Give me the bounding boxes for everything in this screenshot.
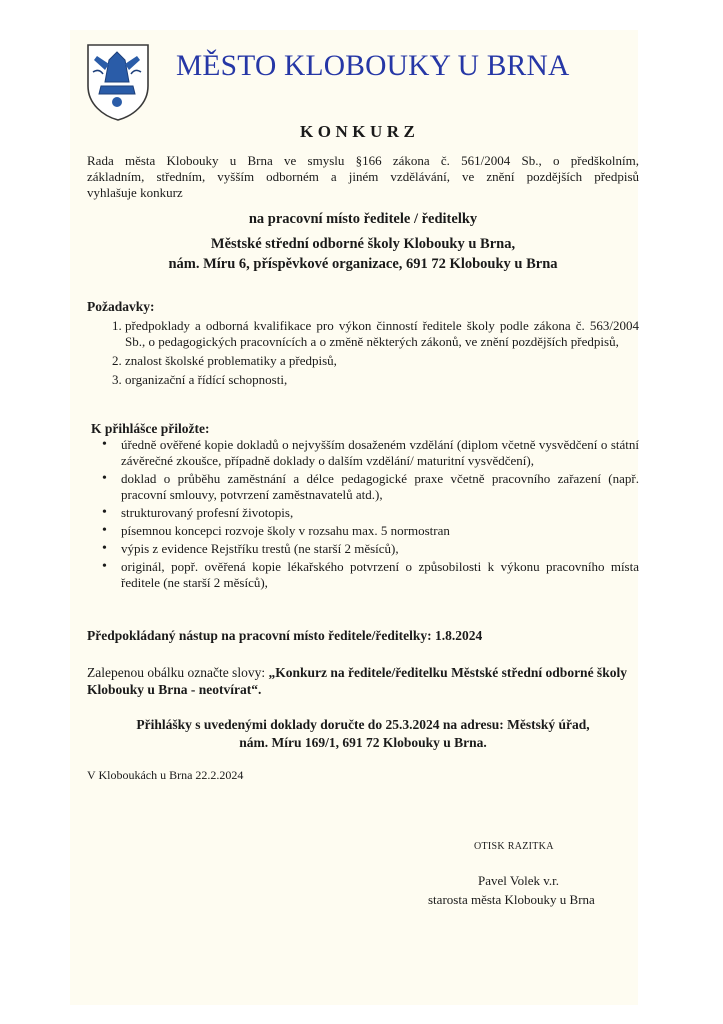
start-date-statement: Předpokládaný nástup na pracovní místo ředitele/ředitelky: 1.8.2024 <box>87 628 483 643</box>
requirement-item: 1. předpoklady a odborná kvalifikace pro výkon činností ředitele školy podle zákona č. 563/2004 Sb., o pedagogických pracovnících a o změně některých zákonů, ve znění pozdějších předpisů, <box>125 318 639 350</box>
deadline-statement <box>70 716 656 752</box>
intro-line: Rada města Klobouky u Brna ve smyslu §166 zákona č. 561/2004 Sb., o předškolním, <box>87 153 639 168</box>
place-and-date: V Kloboukách u Brna 22.2.2024 <box>87 768 244 782</box>
intro-paragraph <box>87 153 639 201</box>
position-heading: na pracovní místo ředitele / ředitelky <box>248 211 478 227</box>
requirements-title: Požadavky: <box>87 299 155 314</box>
intro-line: základním, středním, vyšším odborném a jiném vzdělávání, ve znění pozdějších předpisů <box>87 169 639 184</box>
envelope-instruction <box>87 664 627 698</box>
attachment-item: • písemnou koncepci rozvoje školy v rozsahu max. 5 normostran <box>121 523 639 539</box>
school-name-line-2: nám. Míru 6, příspěvkové organizace, 691 72 Klobouky u Brna <box>168 256 558 272</box>
attachment-item: • výpis z evidence Rejstříku trestů (ne starší 2 měsíců), <box>121 541 639 557</box>
attachment-item: • strukturovaný profesní životopis, <box>121 505 639 521</box>
intro-line: vyhlašuje konkurz <box>87 185 183 200</box>
school-name-line-1: Městské střední odborné školy Klobouky u Brna, <box>210 236 516 252</box>
attachment-item: • originál, popř. ověřená kopie lékařského potvrzení o způsobilosti k výkonu pracovního místa ředitele (ne starší 2 měsíců), <box>121 559 639 591</box>
signatory-name: Pavel Volek v.r. <box>478 873 560 888</box>
deadline-line-1: Přihlášky s uvedenými doklady doručte do 25.3.2024 na adresu: Městský úřad, <box>136 717 590 732</box>
attachment-item: • doklad o průběhu zaměstnání a délce pedagogické praxe včetně pracovního zařazení (např. pracovní smlouvy, potvrzení zaměstnavatelů atd.), <box>121 471 639 503</box>
deadline-line-2: nám. Míru 169/1, 691 72 Klobouky u Brna. <box>239 735 487 750</box>
town-name-heading: MĚSTO KLOBOUKY U BRNA <box>176 50 570 82</box>
document-title: KONKURZ <box>300 122 420 141</box>
envelope-label: „Konkurz na ředitele/ředitelku Městské střední odborné školy Klobouky u Brna - neotvírat“. <box>87 665 627 697</box>
requirement-item: 2. znalost školské problematiky a předpisů, <box>125 353 639 369</box>
envelope-prefix: Zalepenou obálku označte slovy: <box>87 665 269 680</box>
signatory-role: starosta města Klobouky u Brna <box>428 892 595 907</box>
attachment-item: • úředně ověřené kopie dokladů o nejvyšším dosaženém vzdělání (diplom včetně vysvědčení o státní závěrečné zkoušce, případně doklady o dalším vzdělání/ maturitní vysvědčení), <box>121 437 639 469</box>
stamp-placeholder: OTISK RAZITKA <box>474 841 554 852</box>
requirements-list <box>87 318 639 391</box>
attachments-title: K přihlášce přiložte: <box>91 421 210 436</box>
coat-of-arms-icon <box>85 42 151 122</box>
requirement-item: 3. organizační a řídící schopnosti, <box>125 372 639 388</box>
attachments-list <box>87 437 639 593</box>
